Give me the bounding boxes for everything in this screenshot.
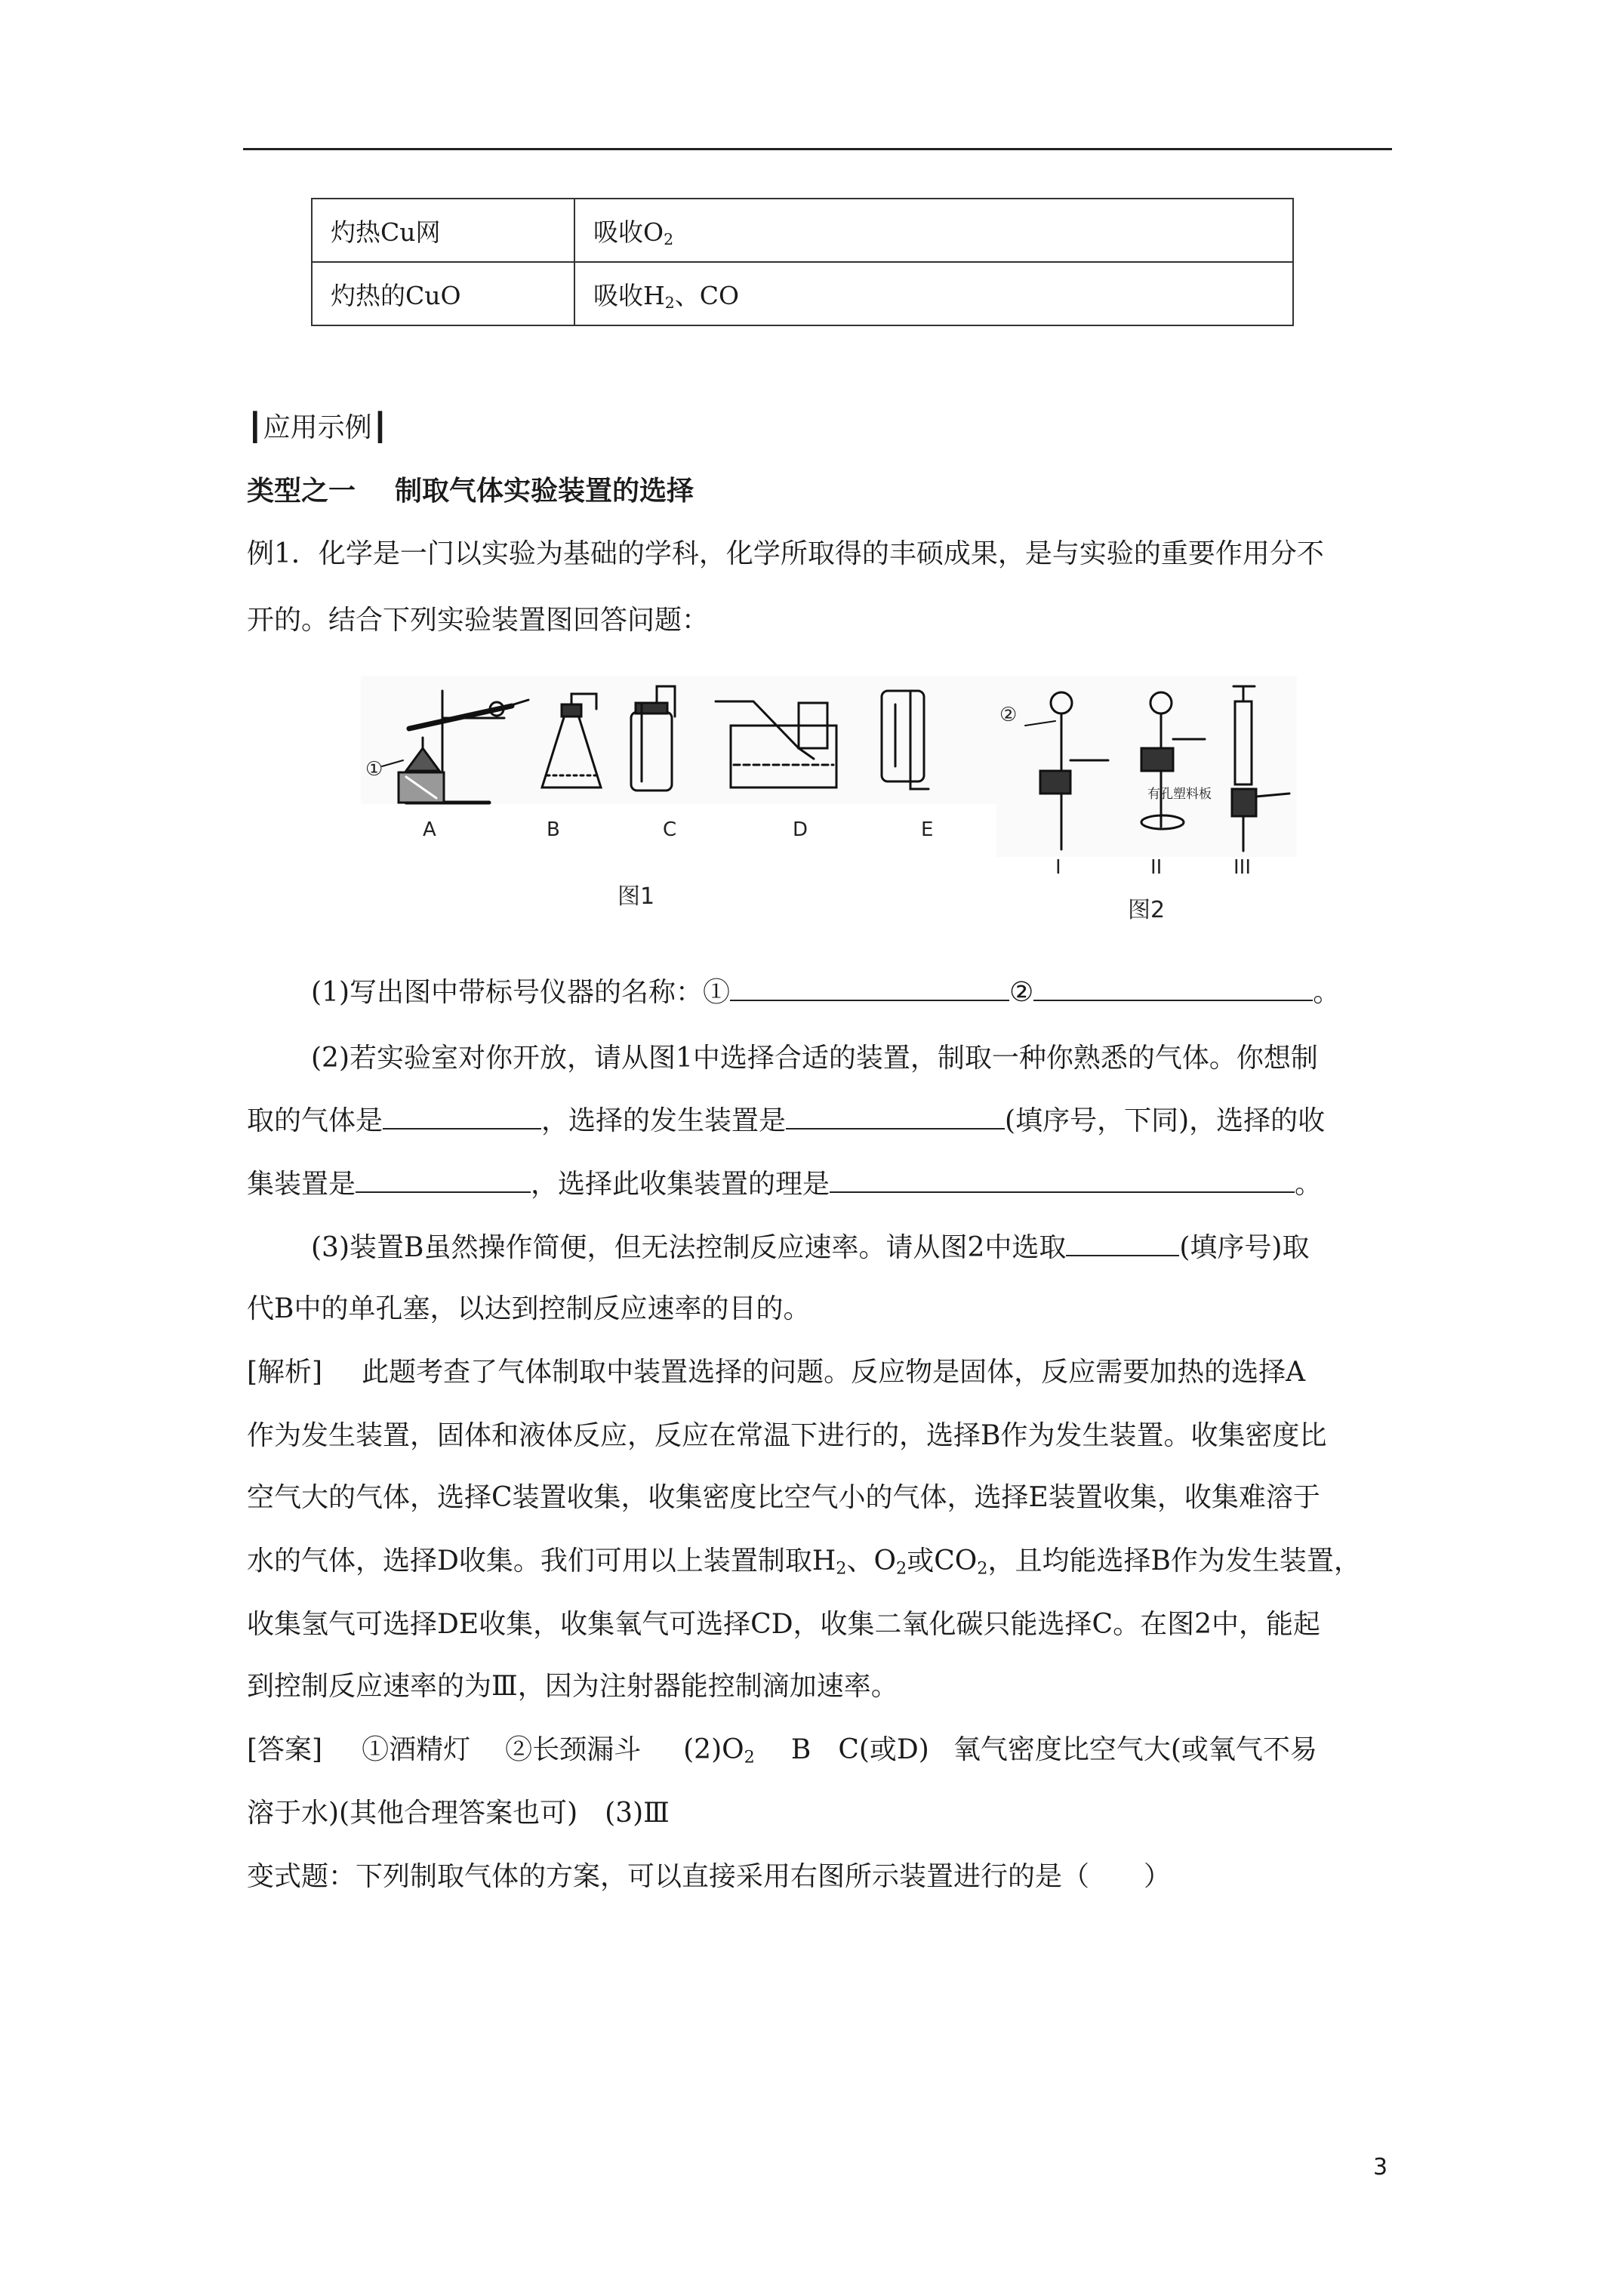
table-row	[312, 262, 1293, 325]
type-title: 制取气体实验装置的选择	[395, 475, 694, 507]
example-line-1: 例1．化学是一门以实验为基础的学科，化学所取得的丰硕成果，是与实验的重要作用分不	[247, 538, 1324, 569]
question-1: (1)写出图中带标号仪器的名称：① ② 。	[311, 977, 1341, 1008]
question-3-line-1: (3)装置B虽然操作简便，但无法控制反应速率。请从图2中选取 (填序号)取	[311, 1232, 1310, 1263]
reagent-cell: 灼热Cu网	[312, 199, 574, 262]
fig2-label-3: III	[1233, 856, 1252, 879]
question-3-line-2: 代B中的单孔塞，以达到控制反应速率的目的。	[247, 1293, 811, 1324]
analysis-line-5: 收集氢气可选择DE收集，收集氧气可选择CD，收集二氧化碳只能选择C。在图2中，能起	[247, 1609, 1321, 1640]
circle-label-2: ②	[999, 704, 1018, 726]
analysis-label: [解析]	[247, 1357, 323, 1388]
analysis-line-4: 水的气体，选择D收集。我们可用以上装置制取$H_2$、$O_2$或$CO_2$，且均能选择B作为发生装置，	[247, 1546, 1361, 1579]
circle-label-1: ①	[365, 758, 383, 781]
analysis-line-3: 空气大的气体，选择C装置收集，收集密度比空气小的气体，选择E装置收集，收集难溶于	[247, 1482, 1320, 1513]
answer-blank[interactable]	[730, 975, 1009, 1001]
reagent-table	[311, 198, 1294, 326]
header-rule	[243, 148, 1392, 150]
plate-label: 有孔塑料板	[1147, 787, 1212, 802]
apparatus-label-b: B	[547, 818, 560, 841]
fig2-label-2: II	[1150, 856, 1163, 879]
reagent-cell: 灼热的CuO	[312, 262, 574, 325]
apparatus-label-e: E	[921, 818, 934, 841]
answer-blank[interactable]	[1066, 1231, 1179, 1256]
question-2-line-1: (2)若实验室对你开放，请从图1中选择合适的装置，制取一种你熟悉的气体。你想制	[311, 1043, 1318, 1074]
figure-2-caption: 图2	[1128, 897, 1166, 923]
section-tag: ┃应用示例┃	[247, 412, 389, 443]
apparatus-label-d: D	[793, 818, 808, 841]
example-line-2: 开的。结合下列实验装置图回答问题：	[247, 605, 710, 636]
apparatus-figure	[361, 676, 1297, 940]
answer-blank[interactable]	[356, 1167, 531, 1193]
answer-line-1: [答案] ①酒精灯 ②长颈漏斗 $(2)O_2$ B C(或D) 氧气密度比空气大(或氧气不易	[247, 1734, 1317, 1767]
apparatus-label-c: C	[663, 818, 677, 841]
type-heading	[247, 474, 694, 507]
purpose-cell: 吸收$H_2$、CO	[574, 262, 1293, 325]
purpose-cell: 吸收$O_2$	[574, 199, 1293, 262]
answer-blank[interactable]	[786, 1104, 1005, 1130]
question-2-line-2: 取的气体是 ，选择的发生装置是 (填序号，下同)，选择的收	[247, 1105, 1326, 1136]
analysis-line-2: 作为发生装置，固体和液体反应，反应在常温下进行的，选择B作为发生装置。收集密度比	[247, 1420, 1327, 1451]
answer-blank[interactable]	[383, 1104, 541, 1130]
analysis-line-6: 到控制反应速率的为Ⅲ，因为注射器能控制滴加速率。	[247, 1671, 898, 1702]
answer-label: [答案]	[247, 1734, 323, 1765]
answer-line-2: 溶于水)(其他合理答案也可) (3)Ⅲ	[247, 1798, 670, 1829]
figure-1-caption: 图1	[617, 883, 655, 910]
table-row	[312, 199, 1293, 262]
answer-blank[interactable]	[1033, 975, 1313, 1001]
apparatus-label-a: A	[423, 818, 436, 841]
analysis-line-1: [解析] 此题考查了气体制取中装置选择的问题。反应物是固体，反应需要加热的选择A	[247, 1357, 1306, 1388]
type-label: 类型之一	[247, 475, 356, 507]
variant-question: 变式题：下列制取气体的方案，可以直接采用右图所示装置进行的是（ ）	[247, 1861, 1172, 1892]
fig2-label-1: I	[1055, 856, 1061, 879]
question-2-line-3: 集装置是 ，选择此收集装置的理是 。	[247, 1169, 1323, 1200]
answer-blank[interactable]	[830, 1167, 1295, 1193]
page-number: 3	[1373, 2154, 1388, 2180]
